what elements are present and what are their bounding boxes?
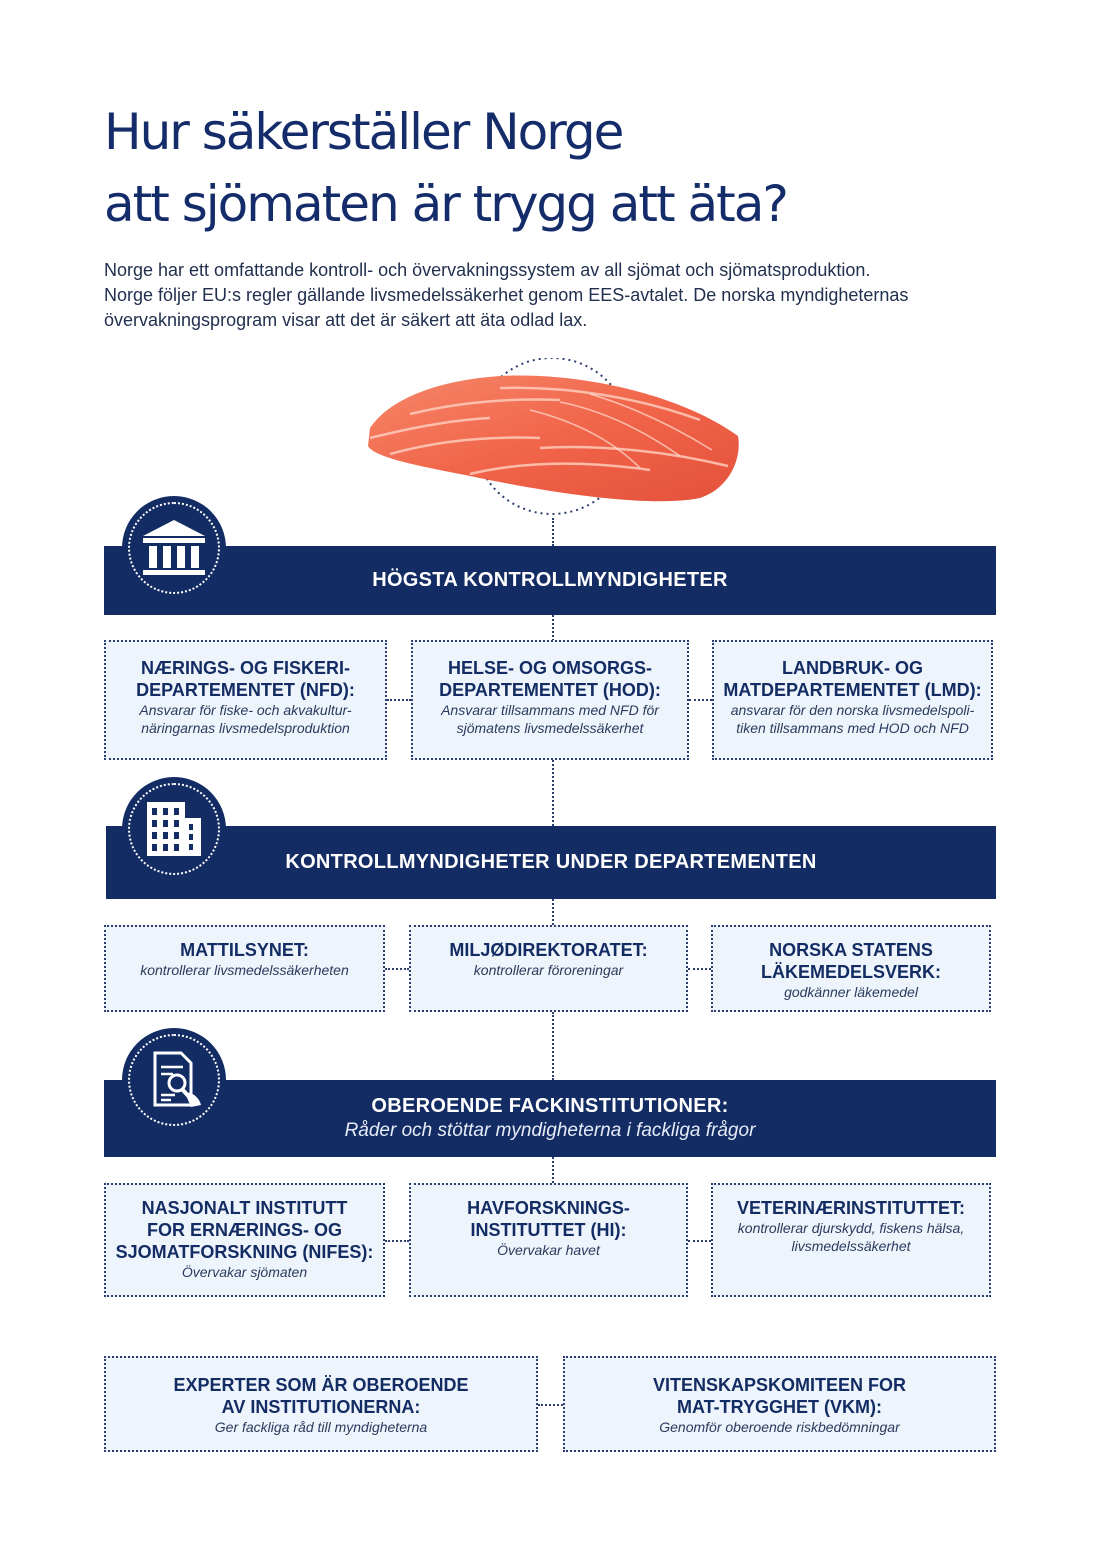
box-hod: [411, 640, 689, 760]
box-havforskningsinstituttet: [409, 1183, 688, 1297]
title-line-2: att sjömaten är trygg att äta?: [104, 175, 787, 233]
connector-line: [387, 699, 411, 701]
intro-line-3: övervakningsprogram visar att det är säkert att äta odlad lax.: [104, 310, 588, 330]
box-heading: HAVFORSKNINGS- INSTITUTTET (HI):: [467, 1198, 630, 1240]
connector-line: [689, 699, 712, 701]
box-description: Övervakar havet: [497, 1242, 600, 1258]
intro-line-1: Norge har ett omfattande kontroll- och övervakningssystem av all sjömat och sjömatsproduktion.: [104, 260, 871, 280]
connector-line: [552, 615, 554, 641]
box-nfd: [104, 640, 387, 760]
government-building-icon: [122, 496, 226, 600]
box-description: Ansvarar för fiske- och akvakultur- näringarnas livsmedelsproduktion: [139, 702, 352, 736]
connector-line: [552, 1012, 554, 1080]
intro-paragraph: [104, 258, 1004, 333]
box-heading: VITENSKAPSKOMITEEN FOR MAT-TRYGGHET (VKM):: [652, 1375, 907, 1417]
box-miljodirektoratet: [409, 925, 688, 1012]
page-title: [104, 96, 1004, 240]
box-description: ansvarar för den norska livsmedelspoli- tiken tillsammans med HOD och NFD: [730, 702, 975, 736]
box-heading: NASJONALT INSTITUTT FOR ERNÆRINGS- OG SJOMATFORSKNING (NIFES):: [115, 1198, 374, 1262]
connector-line: [385, 1240, 409, 1242]
box-description: kontrollerar livsmedelssäkerheten: [140, 962, 349, 978]
section-banner-agencies: [106, 826, 996, 899]
document-search-icon: [122, 1028, 226, 1132]
box-heading: EXPERTER SOM ÄR OBEROENDE AV INSTITUTIONERNA:: [173, 1375, 469, 1417]
box-description: Genomför oberoende riskbedömningar: [659, 1419, 900, 1435]
connector-line: [552, 1157, 554, 1183]
salmon-fillet-image: [350, 358, 750, 518]
box-vkm: [563, 1356, 996, 1452]
box-nifes: [104, 1183, 385, 1297]
box-heading: LANDBRUK- OG MATDEPARTEMENTET (LMD):: [723, 658, 982, 700]
intro-line-2: Norge följer EU:s regler gällande livsmedelssäkerhet genom EES-avtalet. De norska myndigheternas: [104, 285, 909, 305]
box-veterinaerinstituttet: [711, 1183, 991, 1297]
box-heading: MILJØDIREKTORATET:: [449, 940, 648, 960]
box-independent-experts: [104, 1356, 538, 1452]
section-subtitle: Råder och stöttar myndigheterna i fackliga frågor: [344, 1120, 756, 1141]
box-heading: MATTILSYNET:: [180, 940, 309, 960]
section-title: OBEROENDE FACKINSTITUTIONER:: [371, 1095, 729, 1117]
office-building-icon: [122, 777, 226, 881]
section-banner-institutions: [104, 1080, 996, 1157]
section-title: KONTROLLMYNDIGHETER UNDER DEPARTEMENTEN: [285, 851, 817, 873]
connector-line: [385, 968, 409, 970]
connector-line: [552, 760, 554, 826]
connector-line: [538, 1404, 563, 1406]
title-line-1: Hur säkerställer Norge: [104, 103, 623, 161]
box-description: kontrollerar föroreningar: [473, 962, 624, 978]
box-description: kontrollerar djurskydd, fiskens hälsa, livsmedelssäkerhet: [737, 1220, 965, 1254]
box-heading: HELSE- OG OMSORGS- DEPARTEMENTET (HOD):: [439, 658, 661, 700]
section-title: HÖGSTA KONTROLLMYNDIGHETER: [372, 569, 728, 591]
section-banner-supreme: [104, 546, 996, 615]
box-mattilsynet: [104, 925, 385, 1012]
connector-line: [688, 968, 711, 970]
connector-line: [552, 899, 554, 925]
connector-line: [552, 518, 554, 546]
box-description: Övervakar sjömaten: [181, 1264, 308, 1280]
box-description: godkänner läkemedel: [784, 984, 918, 1000]
box-heading: VETERINÆRINSTITUTTET:: [737, 1198, 965, 1218]
box-heading: NÆRINGS- OG FISKERI- DEPARTEMENTET (NFD):: [136, 658, 355, 700]
box-description: Ger fackliga råd till myndigheterna: [214, 1419, 428, 1435]
box-description: Ansvarar tillsammans med NFD för sjömatens livsmedelssäkerhet: [441, 702, 659, 736]
box-lmd: [712, 640, 993, 760]
connector-line: [688, 1240, 711, 1242]
box-heading: NORSKA STATENS LÄKEMEDELSVERK:: [760, 940, 941, 982]
box-lakemedelsverk: [711, 925, 991, 1012]
